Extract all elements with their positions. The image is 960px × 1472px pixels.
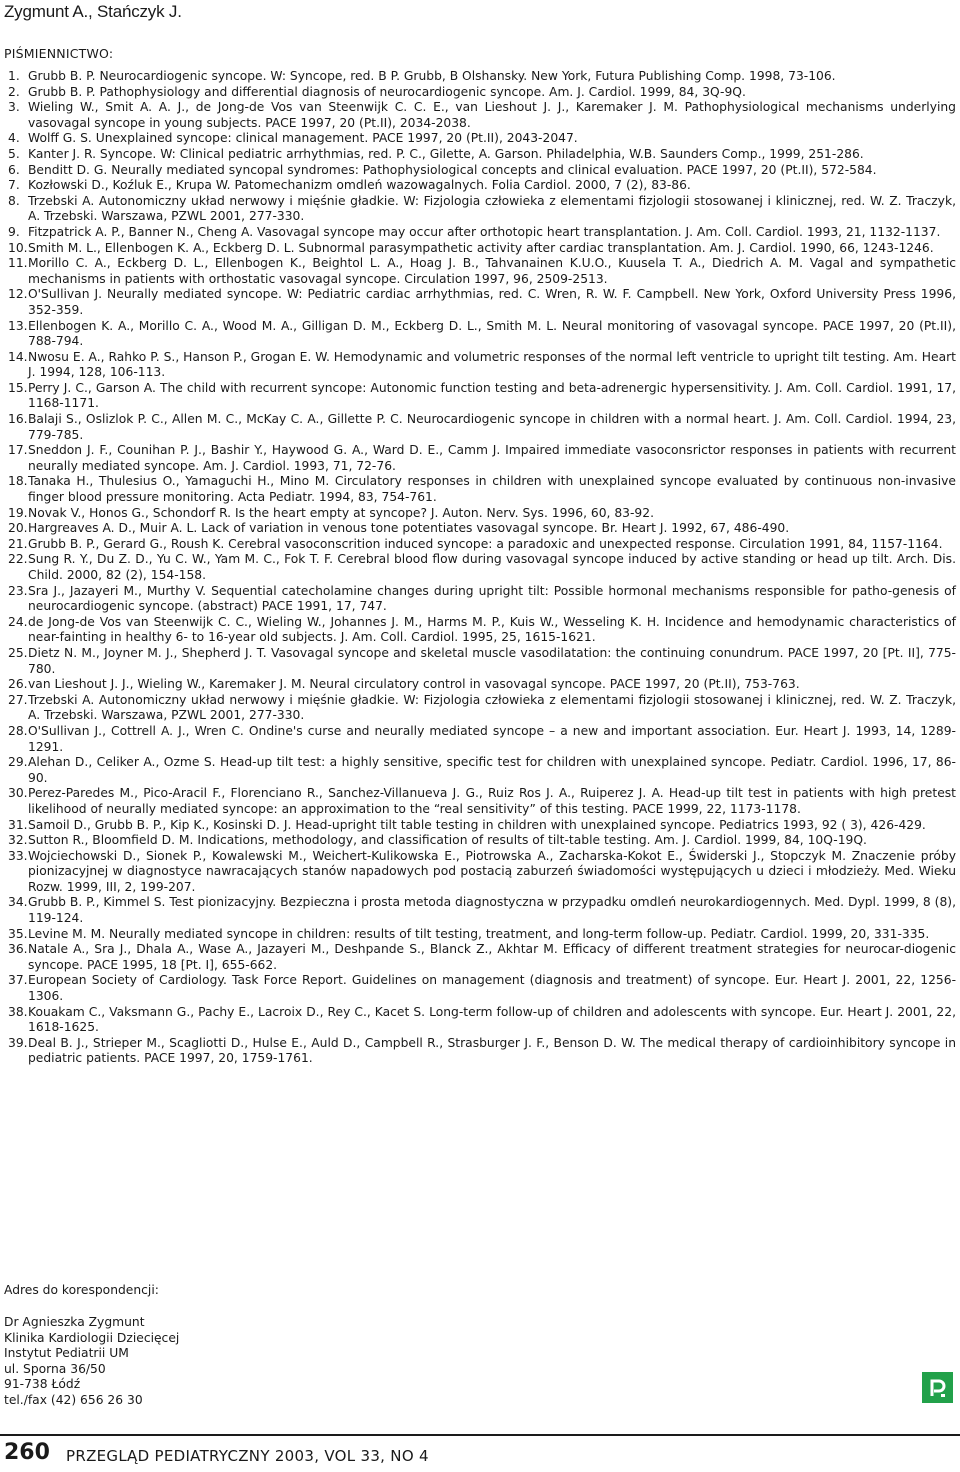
reference-item [0,584,956,615]
reference-item [0,443,956,474]
reference-item [0,521,956,537]
reference-number: 21. [8,536,28,551]
reference-text: Wolff G. S. Unexplained syncope: clinical management. PACE 1997, 20 (Pt.II), 2043-2047. [28,131,578,146]
reference-text: Wieling W., Smit A. A. J., de Jong-de Vos van Steenwijk C. C. E., van Lieshout J. J., Karemaker J. M. Pathophysiological mechanisms underlying vasovagal syncope in young subjects. PACE 1997, 20 (Pt.II), 2034-2038. [28,100,956,130]
reference-item [0,131,956,147]
reference-number: 8. [8,193,20,208]
reference-number: 4. [8,131,20,146]
reference-item [0,1005,956,1036]
reference-item [0,194,956,225]
reference-item [0,100,956,131]
correspondence-line: Klinika Kardiologii Dziecięcej [4,1330,180,1345]
reference-number: 35. [8,926,28,941]
reference-item [0,69,956,85]
reference-text: O'Sullivan J., Cottrell A. J., Wren C. Ondine's curse and neurally mediated syncope – a new and important association. Eur. Heart J. 1993, 14, 1289-1291. [28,723,956,754]
reference-item [0,319,956,350]
reference-item [0,256,956,287]
reference-number: 19. [8,505,28,520]
reference-item [0,552,956,583]
reference-number: 33. [8,848,28,863]
reference-item [0,927,956,943]
correspondence-line: Dr Agnieszka Zygmunt [4,1315,145,1329]
reference-number: 11. [8,256,28,271]
reference-number: 25. [8,645,28,660]
reference-item [0,818,956,834]
reference-item [0,755,956,786]
correspondence-line: 91-738 Łódź [4,1377,81,1392]
reference-text: Samoil D., Grubb B. P., Kip K., Kosinski D. J. Head-upright tilt table testing in children with unexplained syncope. Pediatrics 1993, 92 ( 3), 426-429. [28,817,926,832]
correspondence-address [4,1315,179,1409]
footer-rule [0,1434,960,1436]
reference-number: 9. [8,224,20,239]
reference-item [0,350,956,381]
reference-item [0,147,956,163]
reference-number: 39. [8,1035,28,1050]
reference-text: van Lieshout J. J., Wieling W., Karemaker J. M. Neural circulatory control in vasovagal syncope. PACE 1997, 20 (Pt.II), 753-763. [28,677,800,692]
reference-text: European Society of Cardiology. Task Force Report. Guidelines on management (diagnosis and treatment) of syncope. Eur. Heart J. 2001, 22, 1256-1306. [28,973,956,1004]
reference-number: 1. [8,69,20,83]
reference-text: Deal B. J., Strieper M., Scagliotti D., Hulse E., Auld D., Campbell R., Strasburger J. F., Benson D. W. The medical therapy of cardioinhibitory syncope in pediatric patients. PACE 1997, 20, 1759-1761. [28,1035,956,1066]
running-head-authors: Zygmunt A., Stańczyk J. [4,2,182,21]
reference-number: 38. [8,1004,28,1019]
journal-name: PRZEGLĄD PEDIATRYCZNY 2003, VOL 33, NO 4 [66,1447,429,1465]
reference-text: Kozłowski D., Koźluk E., Krupa W. Patomechanizm omdleń wazowagalnych. Folia Cardiol. 2000, 7 (2), 83-86. [28,178,691,193]
correspondence-line: Instytut Pediatrii UM [4,1346,129,1361]
reference-text: Grubb B. P. Pathophysiology and differential diagnosis of neurocardiogenic syncope. Am. J. Cardiol. 1999, 84, 3Q-9Q. [28,84,746,99]
reference-item [0,163,956,179]
reference-text: Perez-Paredes M., Pico-Aracil F., Florenciano R., Sanchez-Villanueva J. G., Ruiz Ros J. A., Ruiperez J. A. Head-up tilt test in patients with high pretest likelihood of neurally mediated syncope: an approximation to the “real sensitivity” of this testing. PACE 1999, 22, 1173-1178. [28,786,956,816]
reference-number: 31. [8,817,28,832]
reference-number: 3. [8,100,20,115]
reference-item [0,693,956,724]
reference-number: 10. [8,240,28,255]
reference-text: Natale A., Sra J., Dhala A., Wase A., Jazayeri M., Deshpande S., Blanck Z., Akhtar M. Efficacy of different treatment strategies for neurocar-diogenic syncope. PACE 1995, 18 [Pt. I], 655-662. [28,942,956,972]
reference-number: 34. [8,895,28,910]
reference-item [0,287,956,318]
reference-item [0,849,956,896]
reference-number: 14. [8,349,28,364]
reference-number: 24. [8,614,28,629]
reference-item [0,506,956,522]
reference-item [0,833,956,849]
reference-text: Sra J., Jazayeri M., Murthy V. Sequential catecholamine changes during upright tilt: Possible hormonal mechanisms responsible for patho-genesis of neurocardiogenic syncope. (abstract) PACE 1991, 17, 747. [28,583,956,614]
section-title: PIŚMIENNICTWO: [4,46,114,61]
reference-text: Fitzpatrick A. P., Banner N., Cheng A. Vasovagal syncope may occur after orthotopic heart transplantation. J. Am. Coll. Cardiol. 1993, 21, 1132-1137. [28,224,941,239]
reference-text: Grubb B. P. Neurocardiogenic syncope. W: Syncope, red. B P. Grubb, B Olshansky. New York, Futura Publishing Comp. 1998, 73-106. [28,69,836,83]
reference-text: Kanter J. R. Syncope. W: Clinical pediatric arrhythmias, red. P. C., Gilette, A. Garson. Philadelphia, W.B. Saunders Comp., 1999, 251-286. [28,146,864,161]
reference-number: 22. [8,552,28,567]
reference-item [0,942,956,973]
reference-number: 17. [8,443,28,458]
reference-number: 16. [8,412,28,427]
reference-text: Trzebski A. Autonomiczny układ nerwowy i mięśnie gładkie. W: Fizjologia człowieka z elementami fizjologii stosowanej i klinicznej, red. W. Z. Traczyk, A. Trzebski. Warszawa, PZWL 2001, 277-330. [28,193,956,224]
reference-item [0,786,956,817]
reference-number: 26. [8,677,28,692]
reference-text: Benditt D. G. Neurally mediated syncopal syndromes: Pathophysiological concepts and clinical evaluation. PACE 1997, 20 (Pt.II), 572-584. [28,162,877,177]
reference-text: Wojciechowski D., Sionek P., Kowalewski M., Weichert-Kulikowska E., Piotrowska A., Zacharska-Kokot E., Świderski J., Stopczyk M. Znaczenie próby pionizacyjnej w diagnostyce nawracających stanów napadowych pod postacią zaburzeń świadomości występujących u dzieci i młodzieży. Med. Wieku Rozw. 1999, III, 2, 199-207. [28,848,956,894]
reference-text: Trzebski A. Autonomiczny układ nerwowy i mięśnie gładkie. W: Fizjologia człowieka z elementami fizjologii stosowanej i klinicznej, red. W. Z. Traczyk, A. Trzebski. Warszawa, PZWL 2001, 277-330. [28,692,956,723]
reference-number: 27. [8,692,28,707]
page-number: 260 [4,1440,50,1465]
reference-text: Kouakam C., Vaksmann G., Pachy E., Lacroix D., Rey C., Kacet S. Long-term follow-up of children and adolescents with syncope. Eur. Heart J. 2001, 22, 1618-1625. [28,1004,956,1035]
reference-item [0,241,956,257]
reference-item [0,724,956,755]
reference-text: Sung R. Y., Du Z. D., Yu C. W., Yam M. C., Fok T. F. Cerebral blood flow during vasovagal syncope induced by active standing or head up tilt. Arch. Dis. Child. 2000, 82 (2), 154-158. [28,552,956,582]
correspondence-label: Adres do korespondencji: [4,1283,159,1297]
reference-item [0,537,956,553]
reference-item [0,1036,956,1067]
reference-number: 32. [8,833,28,848]
reference-list [0,69,956,1067]
reference-text: Levine M. M. Neurally mediated syncope in children: results of tilt testing, treatment, and long-term follow-up. Pediatr. Cardiol. 1999, 20, 331-335. [28,926,930,941]
reference-number: 30. [8,786,28,801]
reference-text: Tanaka H., Thulesius O., Yamaguchi H., Mino M. Circulatory responses in children with unexplained syncope evaluated by continuous non-invasive finger blood pressure monitoring. Acta Pediatr. 1994, 83, 754-761. [28,474,956,505]
reference-item [0,85,956,101]
reference-number: 13. [8,318,28,333]
reference-text: Perry J. C., Garson A. The child with recurrent syncope: Autonomic function testing and beta-adrenergic hypersensitivity. J. Am. Coll. Cardiol. 1991, 17, 1168-1171. [28,380,956,411]
reference-text: Smith M. L., Ellenbogen K. A., Eckberg D. L. Subnormal parasympathetic activity after cardiac transplantation. Am. J. Cardiol. 1990, 66, 1243-1246. [28,240,934,255]
reference-number: 23. [8,583,28,598]
reference-number: 36. [8,942,28,957]
reference-text: Grubb B. P., Gerard G., Roush K. Cerebral vasoconscrition induced syncope: a paradoxic and unexpected response. Circulation 1991, 84, 1157-1164. [28,536,943,551]
reference-item [0,412,956,443]
reference-item [0,615,956,646]
reference-text: O'Sullivan J. Neurally mediated syncope. W: Pediatric cardiac arrhythmias, red. C. Wren, R. W. F. Campbell. New York, Oxford University Press 1996, 352-359. [28,287,956,317]
reference-item [0,474,956,505]
reference-item [0,973,956,1004]
reference-number: 5. [8,146,20,161]
reference-text: de Jong-de Vos van Steenwijk C. C., Wieling W., Johannes J. M., Harms M. P., Kuis W., Wesseling K. H. Incidence and hemodynamic characteristics of near-fainting in healthy 6- to 16-year old subjects. J. Am. Coll. Cardiol. 1995, 25, 1615-1621. [28,614,956,645]
reference-number: 37. [8,973,28,988]
reference-text: Nwosu E. A., Rahko P. S., Hanson P., Grogan E. W. Hemodynamic and volumetric responses of the normal left ventricle to upright tilt testing. Am. Heart J. 1994, 128, 106-113. [28,349,956,380]
reference-item [0,895,956,926]
reference-text: Dietz N. M., Joyner M. J., Shepherd J. T. Vasovagal syncope and skeletal muscle vasodilatation: the continuing conundrum. PACE 1997, 20 [Pt. II], 775-780. [28,645,956,676]
reference-number: 7. [8,178,20,193]
reference-text: Ellenbogen K. A., Morillo C. A., Wood M. A., Gilligan D. M., Eckberg D. L., Smith M. L. Neural monitoring of vasovagal syncope. PACE 1997, 20 (Pt.II), 788-794. [28,318,956,349]
reference-item [0,677,956,693]
reference-number: 12. [8,287,28,302]
reference-item [0,178,956,194]
correspondence-line: tel./fax (42) 656 26 30 [4,1392,143,1407]
reference-text: Hargreaves A. D., Muir A. L. Lack of variation in venous tone potentiates vasovagal syncope. Br. Heart J. 1992, 67, 486-490. [28,521,790,536]
reference-number: 18. [8,474,28,489]
correspondence-line: ul. Sporna 36/50 [4,1361,106,1376]
reference-number: 2. [8,84,20,99]
reference-item [0,646,956,677]
reference-text: Grubb B. P., Kimmel S. Test pionizacyjny. Bezpieczna i prosta metoda diagnostyczna w przypadku omdleń neurokardiogennych. Med. Dypl. 1999, 8 (8), 119-124. [28,895,956,926]
reference-number: 28. [8,723,28,738]
reference-item [0,225,956,241]
reference-number: 29. [8,755,28,770]
reference-text: Sneddon J. F., Counihan P. J., Bashir Y., Haywood G. A., Ward D. E., Camm J. Impaired immediate vasoconsrictor responses in patients with recurrent neurally mediated syncope. Am. J. Cardiol. 1993, 71, 72-76. [28,443,956,473]
reference-text: Morillo C. A., Eckberg D. L., Ellenbogen K., Beightol L. A., Hoag J. B., Tahvanainen K.U.O., Kuusela T. A., Diedrich A. M. Vagal and sympathetic mechanisms in patients with orthostatic vasovagal syncope. Circulation 1997, 96, 2509-2513. [28,256,956,286]
reference-text: Balaji S., Oslizlok P. C., Allen M. C., McKay C. A., Gillette P. C. Neurocardiogenic syncope in children with a normal heart. J. Am. Coll. Cardiol. 1994, 23, 779-785. [28,412,956,442]
reference-number: 20. [8,521,28,536]
reference-text: Sutton R., Bloomfield D. M. Indications, methodology, and classification of results of tilt-table testing. Am. J. Cardiol. 1999, 84, 10Q-19Q. [28,833,867,848]
reference-number: 15. [8,380,28,395]
reference-text: Alehan D., Celiker A., Ozme S. Head-up tilt test: a highly sensitive, specific test for children with unexplained syncope. Pediatr. Cardiol. 1996, 17, 86-90. [28,755,956,785]
reference-item [0,381,956,412]
journal-logo-icon [922,1372,953,1403]
reference-text: Novak V., Honos G., Schondorf R. Is the heart empty at syncope? J. Auton. Nerv. Sys. 1996, 60, 83-92. [28,505,654,520]
reference-number: 6. [8,162,20,177]
